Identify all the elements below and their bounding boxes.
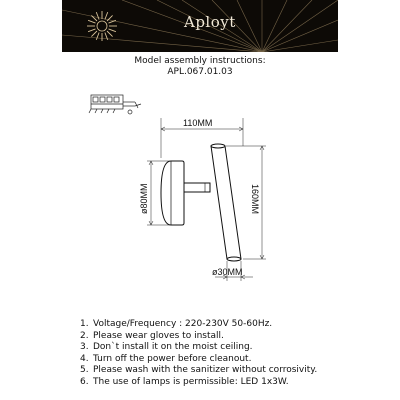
instruction-item: 1. Voltage/Frequency : 220-230V 50-60Hz. <box>80 319 273 329</box>
tube-diameter-label: ø30MM <box>212 267 243 277</box>
instruction-item: 6. The use of lamps is permissible: LED 1x3W. <box>80 376 289 387</box>
instruction-item: 2. Please wear gloves to install. <box>80 330 224 341</box>
terminal-block-icon <box>89 95 141 114</box>
instruction-item: 4. Turn off the power before cleanout. <box>80 353 252 364</box>
instruction-item: 3. Don`t install it on the moist ceiling. <box>80 342 253 353</box>
brand-name: Aployt <box>184 13 236 31</box>
instruction-list <box>80 319 317 389</box>
model-number: APL.067.01.03 <box>167 67 233 77</box>
instructions-title: Model assembly instructions: <box>134 56 266 66</box>
tube-length-label: 160MM <box>250 184 260 215</box>
instruction-item: 5. Please wash with the sanitizer without corrosivity. <box>80 365 318 376</box>
lamp-drawing <box>161 144 241 261</box>
width-dimension-label: 110MM <box>183 118 213 128</box>
base-diameter-label: ø80MM <box>139 183 149 214</box>
